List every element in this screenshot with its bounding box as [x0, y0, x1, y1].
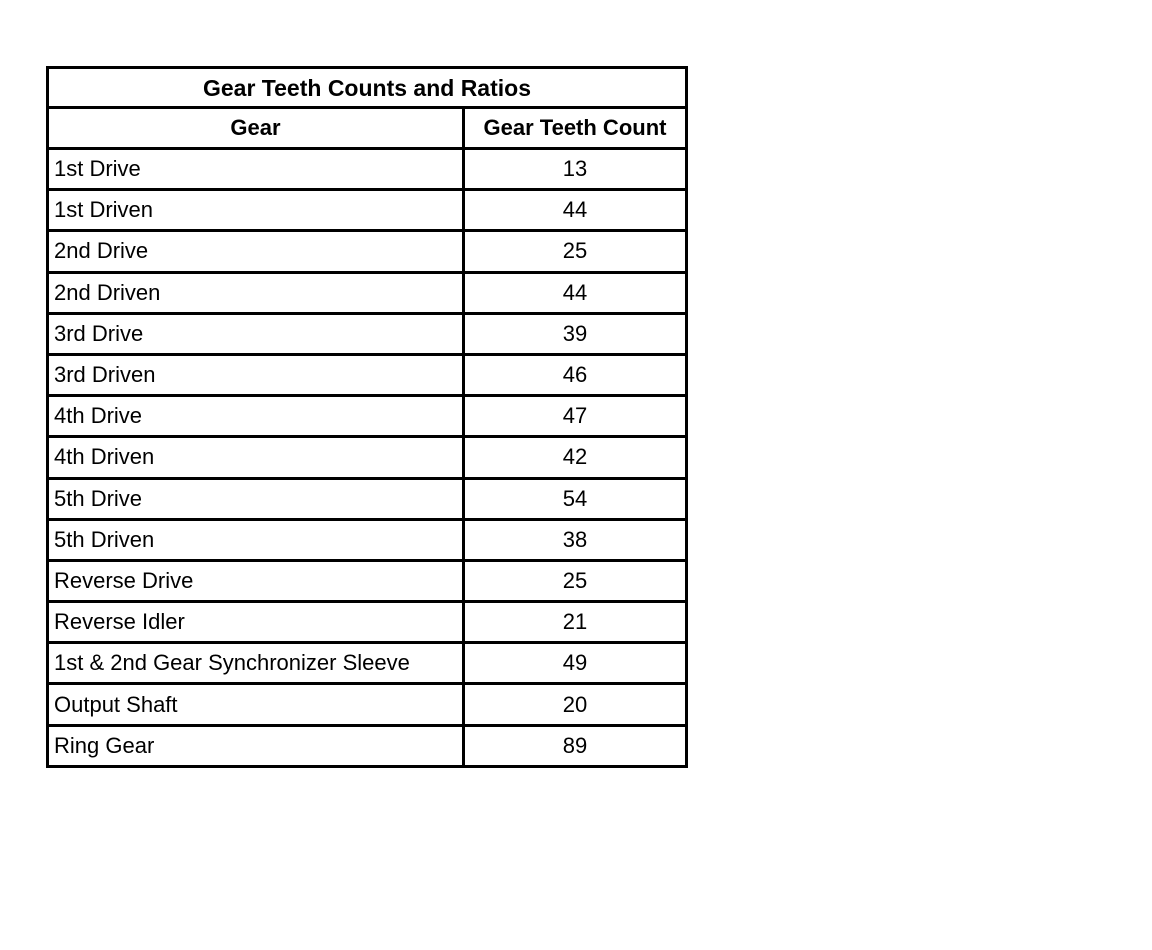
table-row: [49, 644, 685, 682]
teeth-count-cell: 38: [465, 521, 685, 559]
table-row: [49, 150, 685, 188]
gear-name-cell: 5th Driven: [49, 521, 462, 559]
gear-name-cell: 3rd Driven: [49, 356, 462, 394]
table-title: Gear Teeth Counts and Ratios: [49, 69, 685, 106]
header-gear: Gear: [49, 109, 462, 147]
table-row: [49, 727, 685, 765]
teeth-count-cell: 54: [465, 480, 685, 518]
teeth-count-cell: 21: [465, 603, 685, 641]
gear-name-cell: 2nd Drive: [49, 232, 462, 270]
table-body: [49, 150, 685, 765]
gear-name-cell: 4th Drive: [49, 397, 462, 435]
teeth-count-cell: 89: [465, 727, 685, 765]
gear-name-cell: 1st Drive: [49, 150, 462, 188]
gear-name-cell: 1st & 2nd Gear Synchronizer Sleeve: [49, 644, 462, 682]
gear-name-cell: Reverse Drive: [49, 562, 462, 600]
gear-teeth-table: [46, 66, 688, 768]
teeth-count-cell: 13: [465, 150, 685, 188]
gear-name-cell: Reverse Idler: [49, 603, 462, 641]
gear-name-cell: 4th Driven: [49, 438, 462, 476]
teeth-count-cell: 42: [465, 438, 685, 476]
table-row: [49, 274, 685, 312]
teeth-count-cell: 47: [465, 397, 685, 435]
gear-name-cell: 2nd Driven: [49, 274, 462, 312]
teeth-count-cell: 25: [465, 232, 685, 270]
table-header-row: [49, 109, 685, 147]
table-row: [49, 603, 685, 641]
table-row: [49, 356, 685, 394]
table-row: [49, 480, 685, 518]
teeth-count-cell: 46: [465, 356, 685, 394]
teeth-count-cell: 25: [465, 562, 685, 600]
table-row: [49, 521, 685, 559]
table-row: [49, 191, 685, 229]
gear-name-cell: Output Shaft: [49, 685, 462, 723]
table-row: [49, 685, 685, 723]
gear-name-cell: 5th Drive: [49, 480, 462, 518]
gear-name-cell: 1st Driven: [49, 191, 462, 229]
gear-name-cell: 3rd Drive: [49, 315, 462, 353]
teeth-count-cell: 39: [465, 315, 685, 353]
header-gear-teeth-count: Gear Teeth Count: [465, 109, 685, 147]
table-row: [49, 438, 685, 476]
table-row: [49, 562, 685, 600]
table-row: [49, 232, 685, 270]
teeth-count-cell: 20: [465, 685, 685, 723]
teeth-count-cell: 44: [465, 191, 685, 229]
table-row: [49, 315, 685, 353]
teeth-count-cell: 44: [465, 274, 685, 312]
teeth-count-cell: 49: [465, 644, 685, 682]
gear-name-cell: Ring Gear: [49, 727, 462, 765]
table-row: [49, 397, 685, 435]
